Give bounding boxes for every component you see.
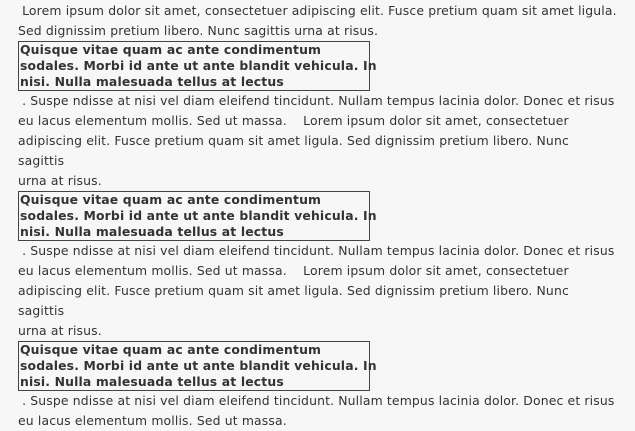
pullquote-box-1 xyxy=(18,41,377,91)
paragraph-line: . Suspe ndisse at nisi vel diam eleifend tincidunt. Nullam tempus lacinia dolor. Donec et risus xyxy=(18,93,615,108)
paragraph-1 xyxy=(18,1,618,41)
pullquote-line: sodales. Morbi id ante ut ante blandit vehicula. In xyxy=(20,208,377,223)
paragraph-line: . Suspe ndisse at nisi vel diam eleifend tincidunt. Nullam tempus lacinia dolor. Donec et risus xyxy=(18,393,615,408)
pullquote-line: Quisque vitae quam ac ante condimentum xyxy=(20,42,322,57)
pullquote-line: Quisque vitae quam ac ante condimentum xyxy=(20,192,322,207)
pullquote-line: Quisque vitae quam ac ante condimentum xyxy=(20,342,322,357)
paragraph-line: adipiscing elit. Fusce pretium quam sit amet ligula. Sed dignissim pretium libero. Nunc sagittis xyxy=(18,283,573,318)
paragraph-line: eu lacus elementum mollis. Sed ut massa. Lorem ipsum dolor sit amet, consectetuer xyxy=(18,113,569,128)
pullquote-box-2 xyxy=(18,191,377,241)
paragraph-line: eu lacus elementum mollis. Sed ut massa. xyxy=(18,413,287,428)
paragraph-2 xyxy=(18,91,618,191)
pullquote-line: nisi. Nulla malesuada tellus at lectus xyxy=(20,74,284,89)
pullquote-line: nisi. Nulla malesuada tellus at lectus xyxy=(20,374,284,389)
paragraph-line: urna at risus. xyxy=(18,173,102,188)
pullquote-box-3 xyxy=(18,341,377,391)
paragraph-line: urna at risus. xyxy=(18,323,102,338)
paragraph-line: eu lacus elementum mollis. Sed ut massa. Lorem ipsum dolor sit amet, consectetuer xyxy=(18,263,569,278)
paragraph-line: Lorem ipsum dolor sit amet, consectetuer adipiscing elit. Fusce pretium quam sit amet ligula. xyxy=(18,3,617,18)
pullquote-line: sodales. Morbi id ante ut ante blandit vehicula. In xyxy=(20,58,377,73)
paragraph-3 xyxy=(18,241,618,341)
paragraph-line: adipiscing elit. Fusce pretium quam sit amet ligula. Sed dignissim pretium libero. Nunc sagittis xyxy=(18,133,573,168)
document-body xyxy=(18,1,618,431)
paragraph-4 xyxy=(18,391,618,431)
pullquote-line: sodales. Morbi id ante ut ante blandit vehicula. In xyxy=(20,358,377,373)
pullquote-line: nisi. Nulla malesuada tellus at lectus xyxy=(20,224,284,239)
paragraph-line: . Suspe ndisse at nisi vel diam eleifend tincidunt. Nullam tempus lacinia dolor. Donec et risus xyxy=(18,243,615,258)
paragraph-line: Sed dignissim pretium libero. Nunc sagittis urna at risus. xyxy=(18,23,379,38)
